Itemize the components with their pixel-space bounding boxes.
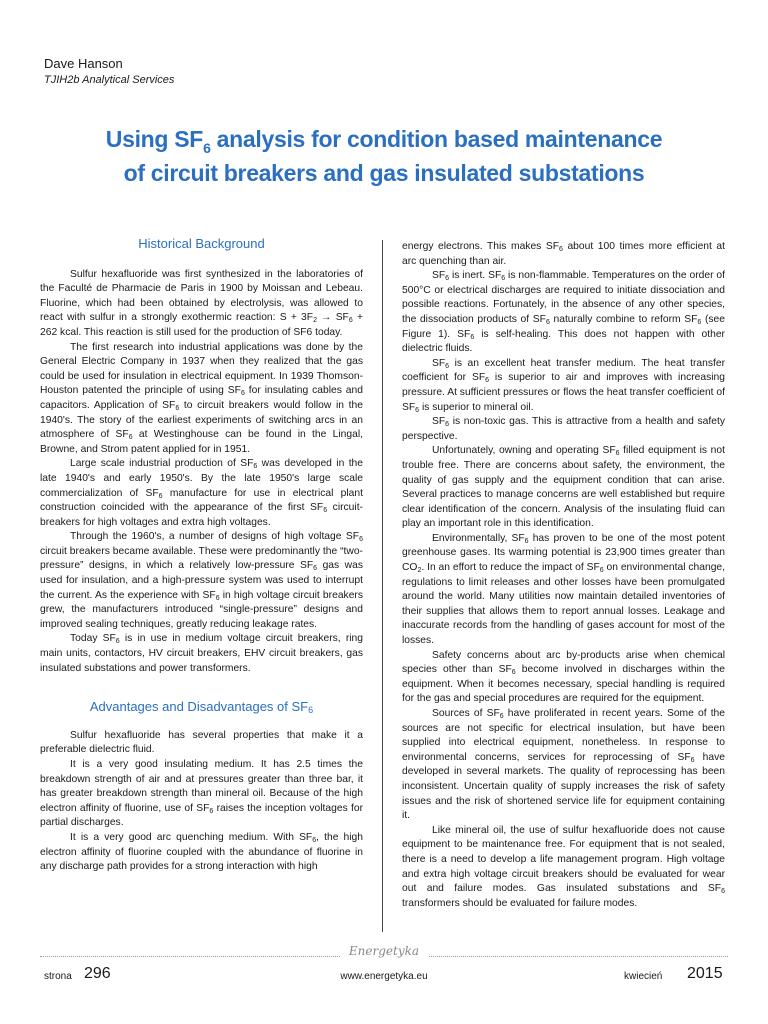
publisher-logo: Energetyka: [340, 944, 428, 958]
issue-month: kwiecień: [624, 971, 663, 982]
website-url: www.energetyka.eu: [340, 971, 428, 982]
page-label: strona: [44, 971, 72, 982]
issue-year: 2015: [687, 965, 723, 982]
left-column: Historical Background Sulfur hexafluoride was first synthesized in the laboratories of the Faculté de Pharmacie de Paris in 1900 by Moissan and Lebeau. Fluorine, which had been obtained by electrolysis, was allowed to react with sulfur in a strongly exothermic reaction: $S + 3F_2 \to SF_6 + 262$ kcal. This reaction is still used for the production of SF6 today. The first research into industrial applications was done by the General Electric Company in 1937 when they realized that the gas could be used for insulation in electrical equipment. In 1939 Thomson-Houston patented the principle of using $SF_6$ for insulating cables and capacitors. Application of $SF_6$ to circuit breakers would follow in the 1940's. The story of the earliest experiments of switching arcs in an atmosphere of $SF_6$ at Westinghouse can be found in the Lingal, Browne, and Strom patent applied for in 1951. Large scale industrial production of $SF_6$ was developed in the late 1940's and early 1950's. By the late 1950's large scale commercialization of $SF_6$ manufacture for use in electrical plant construction coincided with the appearance of the first $SF_6$ circuit-breakers for high voltages and extra high voltages. Through the 1960's, a number of designs of high voltage $SF_6$ circuit breakers became available. These were predominantly the “two-pressure” designs, in which a relatively low-pressure $SF_6$ gas was used for insulation, and a high-pressure system was used to interrupt the current. As the experience with $SF_6$ in high voltage circuit breakers grew, the manufacturers introduced “single-pressure” designs and improved sealing techniques, greatly reducing leakage rates. Today $SF_6$ is in use in medium voltage circuit breakers, ring main units, contactors, HV circuit breakers, EHV circuit breakers, gas insulated substations and power transformers. Advantages and Disadvantages of $SF_6$ Sulfur hexafluoride has several properties that make it a preferable dielectric fluid. It is a very good insulating medium. It has 2.5 times the breakdown strength of air and at pressures greater than three bar, it has greater breakdown strength than mineral oil. Because of the high electron affinity of fluorine, use of $SF_6$ raises the inception voltages for partial discharges. It is a very good arc quenching medium. With $SF_6$, the high electron affinity of fluorine coupled with the abundance of fluorine in any discharge path provides for a strong interaction with high: [40, 236, 364, 873]
section-heading-advantages: Advantages and Disadvantages of $SF_6$: [89, 699, 314, 716]
title-line-1: Using $SF_6$ analysis for condition based maintenance: [105, 126, 663, 156]
right-column: energy electrons. This makes $SF_6$ about 100 times more efficient at arc quenching than air. $SF_6$ is inert. $SF_6$ is non-flammable. Temperatures on the order of 500°C or electrical discharges are required to initiate dissociation and possible reactions. Fortunately, in the absence of any other species, the dissociation products of $SF_6$ naturally combine to reform $SF_6$ (see Figure 1). $SF_6$ is self-healing. This does not happen with other dielectric fluids. $SF_6$ is an excellent heat transfer medium. The heat transfer coefficient for $SF_6$ is superior to air and improves with increasing pressure. At sufficient pressures or flows the heat transfer coefficient of $SF_6$ is superior to mineral oil. $SF_6$ is non-toxic gas. This is attractive from a health and safety perspective. Unfortunately, owning and operating $SF_6$ filled equipment is not trouble free. There are concerns about safety, the environment, the quality of gas supply and the equipment condition that can arise. Several practices to manage concerns are well established but require clear identification of the concern. Analysis of the insulating fluid can play an important role in this identification. Environmentally, $SF_6$ has proven to be one of the most potent greenhouse gases. Its warming potential is 23,900 times greater than $CO_2$. In an effort to reduce the impact of $SF_6$ on environmental change, regulations to limit releases and other losses have been promulgated around the world. Many utilities now maintain detailed inventories of their supplies that allows them to report annual losses. Leakage and inaccurate records from the handling of gases account for most of the losses. Safety concerns about arc by-products arise when chemical species other than $SF_6$ become involved in discharges within the equipment. When it becomes necessary, special handling is required for the gas and special procedures are required for the equipment. Sources of $SF_6$ have proliferated in recent years. Some of the sources are not specific for electrical insulation, but have been supplied into electrical equipment, nonetheless. In response to environmental concerns, services for reprocessing of $SF_6$ have developed in several markets. The quality of reprocessing has been inconsistent. Uncertain quality of supply increases the risk of safety issues and the risk of shortened service life for equipment containing it. Like mineral oil, the use of sulfur hexafluoride does not cause equipment to be maintenance free. For equipment that is not sealed, there is a need to develop a life management program. High voltage and extra high voltage circuit breakers should be evaluated for wear out and failure modes. Gas insulated substations and $SF_6$ transformers should be evaluated for failure modes.: [402, 241, 726, 909]
section-heading-historical: Historical Background: [138, 236, 265, 251]
page-number: 296: [84, 965, 111, 982]
article-title: [44, 122, 724, 190]
author-affiliation: TJIH2b Analytical Services: [44, 74, 175, 86]
title-line-2: of circuit breakers and gas insulated substations: [123, 160, 645, 186]
column-divider: [382, 240, 383, 932]
author-name: Dave Hanson: [44, 56, 123, 71]
